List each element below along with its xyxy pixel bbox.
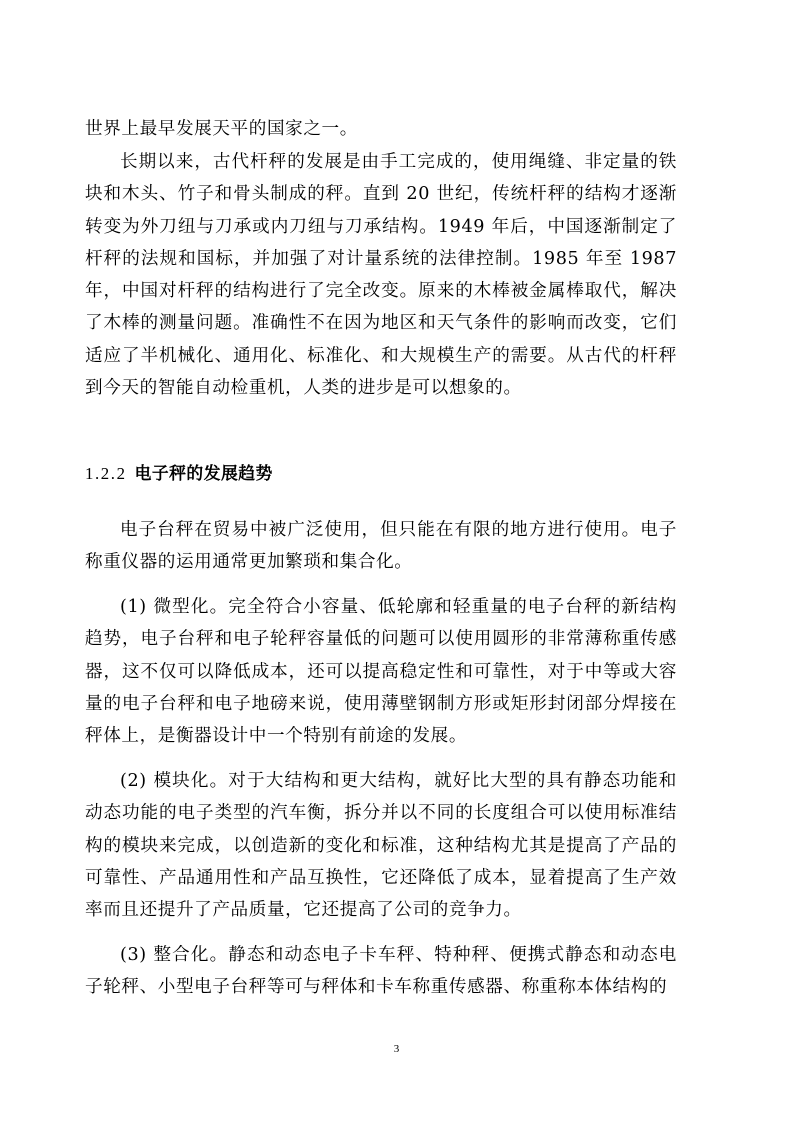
page-number: 3 xyxy=(393,1043,400,1055)
section-heading xyxy=(85,461,677,486)
paragraph-miniaturization: (1) 微型化。完全符合小容量、低轮廓和轻重量的电子台秤的新结构趋势，电子台秤和电子轮秤容量低的问题可以使用圆形的非常薄称重传感器，这不仅可以降低成本，还可以提高稳定性和可靠性，对于中等或大容量的电子台秤和电子地磅来说，使用薄壁钢制方形或矩形封闭部分焊接在秤体上，是衡器设计中一个特别有前途的发展。 xyxy=(85,597,677,747)
section-title: 电子秤的发展趋势 xyxy=(134,463,273,483)
paragraph-intro-electronic-scales: 电子台秤在贸易中被广泛使用，但只能在有限的地方进行使用。电子称重仪器的运用通常更加繁琐和集合化。 xyxy=(85,520,677,573)
paragraph-continuation: 世界上最早发展天平的国家之一。 xyxy=(85,119,358,139)
paragraph-modularization: (2) 模块化。对于大结构和更大结构，就好比大型的具有静态功能和动态功能的电子类型的汽车衡，拆分并以不同的长度组合可以使用标准结构的模块来完成，以创造新的变化和标准，这种结构尤其是提高了产品的可靠性、产品通用性和产品互换性，它还降低了成本，显着提高了生产效率而且还提升了产品质量，它还提高了公司的竞争力。 xyxy=(85,771,677,921)
section-number: 1.2.2 xyxy=(85,464,127,483)
paragraph-integration: (3) 整合化。静态和动态电子卡车秤、特种秤、便携式静态和动态电子轮秤、小型电子台秤等可与秤体和卡车称重传感器、称重称本体结构的 xyxy=(85,945,677,998)
paragraph-steelyard-history: 长期以来，古代杆秤的发展是由手工完成的，使用绳缝、非定量的铁块和木头、竹子和骨头制成的秤。直到 20 世纪，传统杆秤的结构才逐渐转变为外刀纽与刀承或内刀纽与刀承结构。1949 年后，中国逐渐制定了杆秤的法规和国标，并加强了对计量系统的法律控制。1985 年至 1987 年，中国对杆秤的结构进行了完全改变。原来的木棒被金属棒取代，解决了木棒的测量问题。准确性不在因为地区和天气条件的影响而改变，它们适应了半机械化、通用化、标准化、和大规模生产的需要。从古代的杆秤到今天的智能自动检重机，人类的进步是可以想象的。 xyxy=(85,152,677,399)
